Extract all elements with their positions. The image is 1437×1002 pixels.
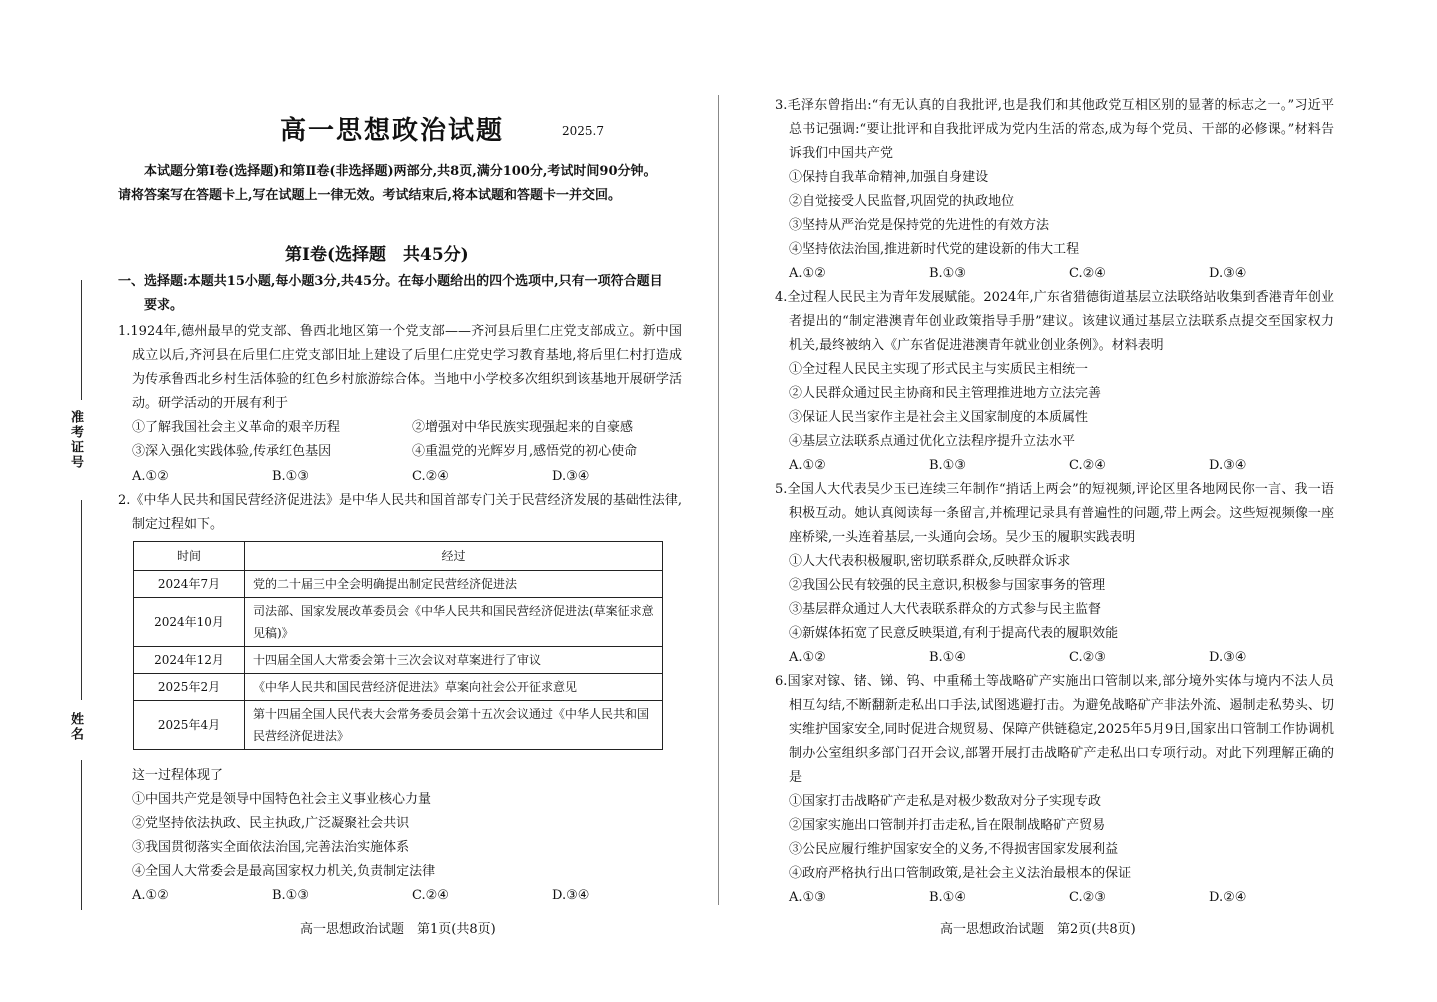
page-title: 高一思想政治试题 — [280, 116, 505, 146]
table-cell-process: 司法部、国家发展改革委员会《中华人民共和国民营经济促进法(草案征求意见稿)》 — [245, 598, 663, 647]
q6-option-1: ①国家打击战略矿产走私是对极少数敌对分子实现专政 — [789, 794, 1102, 809]
q2-stem: 2.《中华人民共和国民营经济促进法》是中华人民共和国首部专门关于民营经济发展的基础性法律,制定过程如下。 — [118, 493, 682, 532]
table-cell-process: 《中华人民共和国民营经济促进法》草案向社会公开征求意见 — [245, 674, 663, 701]
q6-choice-a[interactable]: A.①③ — [789, 890, 826, 905]
q3-choice-c[interactable]: C.②④ — [1069, 266, 1106, 281]
q1-stem: 1.1924年,德州最早的党支部、鲁西北地区第一个党支部——齐河县后里仁庄党支部成立。新中国成立以后,齐河县在后里仁庄党支部旧址上建设了后里仁庄党史学习教育基地,将后里仁村打造成为传承鲁西北乡村生活体验的红色乡村旅游综合体。当地中小学校多次组织到该基地开展研学活动。研学活动的开展有利于 — [118, 324, 682, 411]
q2-option-3: ③我国贯彻落实全面依法治国,完善法治实施体系 — [132, 840, 410, 855]
table-row — [134, 701, 663, 750]
q6-stem: 6.国家对镓、锗、锑、钨、中重稀土等战略矿产实施出口管制以来,部分境外实体与境内不法人员相互勾结,不断翻新走私出口手法,试图逃避打击。为避免战略矿产非法外流、遏制走私势头、切实维护国家安全,同时促进合规贸易、保障产供链稳定,2025年5月9日,国家出口管制工作协调机制办公室组织多部门召开会议,部署开展打击战略矿产走私出口专项行动。对此下列理解正确的是 — [775, 674, 1334, 785]
legislation-timeline-table — [133, 541, 663, 750]
q3-choice-d[interactable]: D.③④ — [1209, 266, 1247, 281]
q3-stem: 3.毛泽东曾指出:“有无认真的自我批评,也是我们和其他政党互相区别的显著的标志之一。”习近平总书记强调:“要让批评和自我批评成为党内生活的常态,成为每个党员、干部的必修课。”材料告诉我们中国共产党 — [775, 98, 1334, 161]
q2-option-4: ④全国人大常委会是最高国家权力机关,负责制定法律 — [132, 864, 436, 879]
name-label: 姓名 — [68, 712, 83, 742]
table-cell-time: 2025年2月 — [134, 674, 245, 701]
q5-choice-c[interactable]: C.②③ — [1069, 650, 1106, 665]
footer-left-page: 高一思想政治试题 第1页(共8页) — [300, 922, 496, 937]
q5-stem: 5.全国人大代表吴少玉已连续三年制作“捎话上两会”的短视频,评论区里各地网民你一言、我一语积极互动。她认真阅读每一条留言,并梳理记录具有普遍性的问题,带上两会。这些短视频像一座座桥梁,一头连着基层,一头通向会场。吴少玉的履职实践表明 — [775, 482, 1334, 545]
exam-instructions: 本试题分第Ⅰ卷(选择题)和第Ⅱ卷(非选择题)两部分,共8页,满分100分,考试时间90分钟。请将答案写在答题卡上,写在试题上一律无效。考试结束后,将本试题和答题卡一并交回。 — [118, 164, 657, 203]
section-title: 第Ⅰ卷(选择题 共45分) — [285, 245, 469, 265]
q3-choice-a[interactable]: A.①② — [789, 266, 826, 281]
table-cell-time: 2024年12月 — [134, 647, 245, 674]
q1-choice-d[interactable]: D.③④ — [552, 469, 590, 484]
q4-choice-a[interactable]: A.①② — [789, 458, 826, 473]
exam-date: 2025.7 — [562, 124, 604, 138]
q3-option-4: ④坚持依法治国,推进新时代党的建设新的伟大工程 — [789, 242, 1080, 257]
q3-option-1: ①保持自我革命精神,加强自身建设 — [789, 170, 989, 185]
q3-option-3: ③坚持从严治党是保持党的先进性的有效方法 — [789, 218, 1050, 233]
q6-option-3: ③公民应履行维护国家安全的义务,不得损害国家发展利益 — [789, 842, 1119, 857]
table-row — [134, 571, 663, 598]
q2-choice-c[interactable]: C.②④ — [412, 888, 449, 903]
binding-rule-top — [81, 280, 82, 400]
q2-lead: 这一过程体现了 — [132, 768, 224, 783]
table-header-row — [134, 542, 663, 571]
q3-option-2: ②自觉接受人民监督,巩固党的执政地位 — [789, 194, 1015, 209]
table-cell-time: 2024年7月 — [134, 571, 245, 598]
binding-rule-bottom — [81, 760, 82, 910]
table-row — [134, 598, 663, 647]
q4-option-3: ③保证人民当家作主是社会主义国家制度的本质属性 — [789, 410, 1089, 425]
exam-number-label: 准考证号 — [68, 410, 83, 470]
q2-choice-b[interactable]: B.①③ — [272, 888, 309, 903]
q4-option-1: ①全过程人民民主实现了形式民主与实质民主相统一 — [789, 362, 1089, 377]
q2-choice-a[interactable]: A.①② — [132, 888, 169, 903]
q4-choice-b[interactable]: B.①③ — [929, 458, 966, 473]
part-instructions: 一、选择题:本题共15小题,每小题3分,共45分。在每小题给出的四个选项中,只有一项符合题目要求。 — [118, 274, 663, 313]
page-divider — [718, 95, 719, 905]
table-cell-process: 第十四届全国人民代表大会常务委员会第十五次会议通过《中华人民共和国民营经济促进法》 — [245, 701, 663, 750]
table-cell-time: 2024年10月 — [134, 598, 245, 647]
q4-choice-d[interactable]: D.③④ — [1209, 458, 1247, 473]
q5-choice-b[interactable]: B.①④ — [929, 650, 966, 665]
q5-choice-d[interactable]: D.③④ — [1209, 650, 1247, 665]
q1-option-4: ④重温党的光辉岁月,感悟党的初心使命 — [412, 444, 638, 459]
q1-option-1: ①了解我国社会主义革命的艰辛历程 — [132, 420, 341, 435]
q5-choice-a[interactable]: A.①② — [789, 650, 826, 665]
table-header-process: 经过 — [245, 542, 663, 571]
table-cell-process: 十四届全国人大常委会第十三次会议对草案进行了审议 — [245, 647, 663, 674]
table-cell-process: 党的二十届三中全会明确提出制定民营经济促进法 — [245, 571, 663, 598]
q5-option-2: ②我国公民有较强的民主意识,积极参与国家事务的管理 — [789, 578, 1106, 593]
table-row — [134, 674, 663, 701]
q1-choice-c[interactable]: C.②④ — [412, 469, 449, 484]
q5-option-3: ③基层群众通过人大代表联系群众的方式参与民主监督 — [789, 602, 1102, 617]
q4-choice-c[interactable]: C.②④ — [1069, 458, 1106, 473]
q2-option-2: ②党坚持依法执政、民主执政,广泛凝聚社会共识 — [132, 816, 410, 831]
footer-right-page: 高一思想政治试题 第2页(共8页) — [940, 922, 1136, 937]
q4-option-2: ②人民群众通过民主协商和民主管理推进地方立法完善 — [789, 386, 1102, 401]
q6-choice-b[interactable]: B.①④ — [929, 890, 966, 905]
q4-stem: 4.全过程人民民主为青年发展赋能。2024年,广东省猎德街道基层立法联络站收集到香港青年创业者提出的“制定港澳青年创业政策指导手册”建议。该建议通过基层立法联系点提交至国家权力机关,最终被纳入《广东省促进港澳青年就业创业条例》。材料表明 — [775, 290, 1334, 353]
q4-option-4: ④基层立法联系点通过优化立法程序提升立法水平 — [789, 434, 1076, 449]
q6-option-2: ②国家实施出口管制并打击走私,旨在限制战略矿产贸易 — [789, 818, 1106, 833]
table-cell-time: 2025年4月 — [134, 701, 245, 750]
q1-option-2: ②增强对中华民族实现强起来的自豪感 — [412, 420, 634, 435]
q6-choice-d[interactable]: D.②④ — [1209, 890, 1247, 905]
q1-option-3: ③深入强化实践体验,传承红色基因 — [132, 444, 332, 459]
binding-rule-middle — [81, 500, 82, 700]
q6-choice-c[interactable]: C.②③ — [1069, 890, 1106, 905]
q6-option-4: ④政府严格执行出口管制政策,是社会主义法治最根本的保证 — [789, 866, 1132, 881]
table-header-time: 时间 — [134, 542, 245, 571]
q1-choice-a[interactable]: A.①② — [132, 469, 169, 484]
table-row — [134, 647, 663, 674]
q2-option-1: ①中国共产党是领导中国特色社会主义事业核心力量 — [132, 792, 432, 807]
q2-choice-d[interactable]: D.③④ — [552, 888, 590, 903]
q1-choice-b[interactable]: B.①③ — [272, 469, 309, 484]
q3-choice-b[interactable]: B.①③ — [929, 266, 966, 281]
q5-option-1: ①人大代表积极履职,密切联系群众,反映群众诉求 — [789, 554, 1071, 569]
q5-option-4: ④新媒体拓宽了民意反映渠道,有利于提高代表的履职效能 — [789, 626, 1119, 641]
